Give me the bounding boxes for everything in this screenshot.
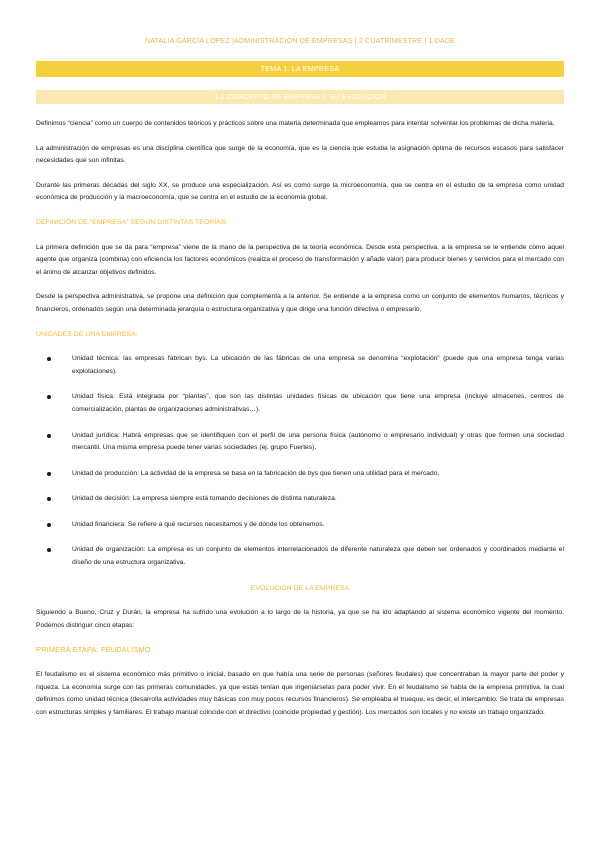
chapter-title-band: TEMA 1. LA EMPRESA: [36, 61, 564, 77]
list-item-text: Unidad jurídica: Habrá empresas que se identifiquen con el perfil de una persona física (autónomo o empresario individual) y otras que formen una sociedad mercantil. Una misma empresa puede tener varias sociedades (ej. grupo Fuertes).: [72, 431, 564, 452]
heading-definicion: DEFINICIÓN DE “EMPRESA” SEGÚN DISTINTAS TEORÍAS:: [36, 218, 228, 226]
list-item: [36, 391, 564, 416]
bullet-icon: [47, 497, 51, 501]
bullet-icon: [47, 523, 51, 527]
section-title-band: 1.1 CONCEPTO DE EMPRESA Y SU EVOLUCIÓN: [36, 90, 564, 104]
heading-evolucion: EVOLUCIÓN DE LA EMPRESA: [250, 584, 350, 592]
list-item-text: Unidad técnica: las empresas fabrican bys. La ubicación de las fábricas de una empresa se denomina “explotación” (puede que una empresa tenga varias explotaciones).: [72, 355, 564, 375]
list-item: [36, 430, 564, 455]
list-item-text: Unidad de organización: La empresa es un conjunto de elementos interrelacionados de diferente naturaleza que deben ser ordenados y coordinados mediante el diseño de una estructura organizativa.: [72, 546, 564, 567]
page-header: NATALIA GARCÍA LÓPEZ |ADMINISTRACIÓN DE EMPRESAS | 2 CUATRIMESTRE | 1 DADE: [144, 38, 456, 45]
list-item: [36, 544, 564, 569]
list-item-text: Unidad de decisión: La empresa siempre está tomando decisiones de distinta naturaleza.: [72, 495, 337, 503]
paragraph-perspectiva-administrativa: Desde la perspectiva administrativa, se propone una definición que complementa a la anterior. Se entiende a la empresa como un conjunto de elementos humanos, técnicos y financieros, ordenados según una determinada jerarquía o estructura organizativa y que dirige una función directiva o empresario.: [36, 293, 564, 313]
heading-unidades: UNIDADES DE UNA EMPRESA:: [36, 330, 138, 338]
paragraph-siglo-xx: Durante las primeras décadas del siglo XX, se produce una especialización. Así es como surge la microeconomía, que se centra en el estudio de la empresa como unidad económica de producción y la macroeconomía, que se centra en el estudio de la economía global.: [36, 181, 564, 202]
list-item-text: Unidad física: Está integrada por “plantas”, que son las distintas unidades físicas de ubicación que tiene una empresa (incluye almacenes, centros de comercialización, plantas de organizaciones administrativas…).: [72, 393, 564, 413]
list-item: [36, 493, 564, 506]
paragraph-ciencia: Definimos “ciencia” como un cuerpo de contenidos teóricos y prácticos sobre una materia determinada que empleamos para intentar solventar los problemas de dicha materia.: [36, 120, 555, 127]
bullet-icon: [47, 548, 51, 552]
bullet-icon: [47, 472, 51, 476]
document-body: [36, 118, 564, 731]
bullet-icon: [47, 434, 51, 438]
paragraph-administracion: La administración de empresas es una disciplina científica que surge de la economía, que es la ciencia que estudia la asignación óptima de recursos escasos para satisfacer necesidades que son infinitas.: [36, 144, 564, 165]
list-item-text: Unidad de producción: La actividad de la empresa se basa en la fabricación de bys que tienen una utilidad para el mercado.: [72, 469, 440, 477]
heading-primera-etapa: PRIMERA ETAPA: FEUDALISMO: [36, 645, 151, 655]
paragraph-teoria-economica: La primera definición que se da para “empresa” viene de la mano de la perspectiva de la teoría económica. Desde esta perspectiva, a la empresa se le entiende como aquel agente que organiza (combina) con eficiencia los factores económicos (realiza el proceso de transformación y añade valor) para producir bienes y servicios para el mercado con el ánimo de alcanzar objetivos definidos.: [36, 243, 564, 276]
unidades-list: [36, 353, 564, 570]
bullet-icon: [47, 395, 51, 399]
list-item-text: Unidad financiera: Se refiere a qué recursos necesitamos y de dónde los obtenemos.: [72, 520, 325, 528]
paragraph-etapas: Siguiendo a Bueno, Cruz y Durán, la empresa ha sufrido una evolución a lo largo de la historia, ya que se ha ido adaptando al sistema económico vigente del momento. Podemos distinguir cinco etapas:: [36, 609, 564, 629]
list-item: [36, 353, 564, 378]
paragraph-feudalismo: El feudalismo es el sistema económico más primitivo o inicial, basado en que había una serie de personas (señores feudales) que concentraban la mayor parte del poder y riqueza. La economía surge con las primeras comunidades, ya que estas tenían que ingeniárselas para poder vivir. En el feudalismo se habla de la empresa primitiva, la cual definimos como unidad técnica (desarrolla actividades muy básicas con muy pocos recursos financieros). Se empleaba el trueque, es decir, el intercambio. Se trata de empresas con estructuras simples y familiares. El trabajo manual coincide con el directivo (coincide propiedad y gestión). Los mercados son locales y no existe un trabajo organizado.: [36, 671, 564, 716]
list-item: [36, 519, 564, 532]
list-item: [36, 468, 564, 481]
bullet-icon: [47, 357, 51, 361]
